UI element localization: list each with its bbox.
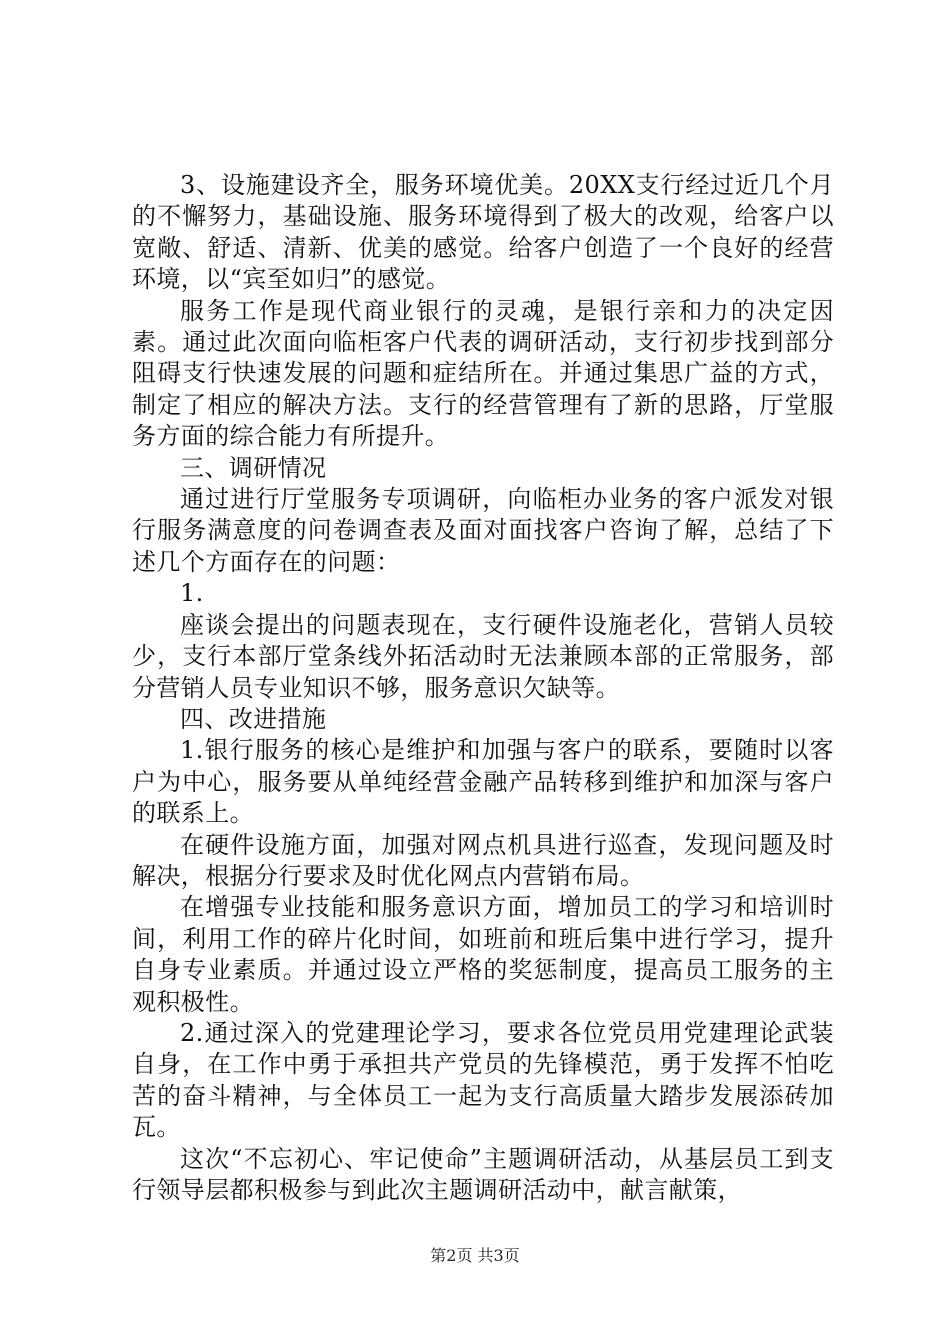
paragraph-measure-1: 1.银行服务的核心是维护和加强与客户的联系，要随时以客户为中心，服务要从单纯经营金融产品转移到维护和加深与客户的联系上。 (132, 736, 834, 828)
heading-improvement-measures: 四、改进措施 (180, 704, 327, 733)
paragraph-measure-2: 2.通过深入的党建理论学习，要求各位党员用党建理论武装自身，在工作中勇于承担共产党员的先锋模范，勇于发挥不怕吃苦的奋斗精神，与全体员工一起为支行高质量大踏步发展添砖加瓦。 (132, 1018, 834, 1142)
list-number-1: 1. (180, 579, 204, 608)
document-body (132, 170, 834, 1206)
paragraph-forum-issues: 座谈会提出的问题表现在，支行硬件设施老化，营销人员较少，支行本部厅堂条线外拓活动时无法兼顾本部的正常服务，部分营销人员专业知识不够，服务意识欠缺等。 (132, 610, 834, 702)
paragraph-facilities: 3、设施建设齐全，服务环境优美。20XX支行经过近几个月的不懈努力，基础设施、服务环境得到了极大的改观，给客户以宽敞、舒适、清新、优美的感觉。给客户创造了一个良好的经营环境，以“宾至如归”的感觉。 (132, 171, 834, 294)
heading-research-situation: 三、调研情况 (180, 453, 327, 482)
page-footer: 第2页 共3页 (430, 1246, 520, 1265)
paragraph-skills-training: 在增强专业技能和服务意识方面，增加员工的学习和培训时间，利用工作的碎片化时间，如班前和班后集中进行学习，提升自身专业素质。并通过设立严格的奖惩制度，提高员工服务的主观积极性。 (132, 893, 834, 1016)
paragraph-hardware: 在硬件设施方面，加强对网点机具进行巡查，发现问题及时解决，根据分行要求及时优化网点内营销布局。 (132, 830, 834, 890)
paragraph-service-soul: 服务工作是现代商业银行的灵魂，是银行亲和力的决定因素。通过此次面向临柜客户代表的调研活动，支行初步找到部分阻碍支行快速发展的问题和症结所在。并通过集思广益的方式，制定了相应的解决方法。支行的经营管理有了新的思路，厅堂服务方面的综合能力有所提升。 (132, 296, 834, 451)
paragraph-research-summary: 通过进行厅堂服务专项调研，向临柜办业务的客户派发对银行服务满意度的问卷调查表及面对面找客户咨询了解，总结了下述几个方面存在的问题： (132, 485, 834, 576)
paragraph-conclusion: 这次“不忘初心、牢记使命”主题调研活动，从基层员工到支行领导层都积极参与到此次主题调研活动中，献言献策， (132, 1144, 834, 1204)
